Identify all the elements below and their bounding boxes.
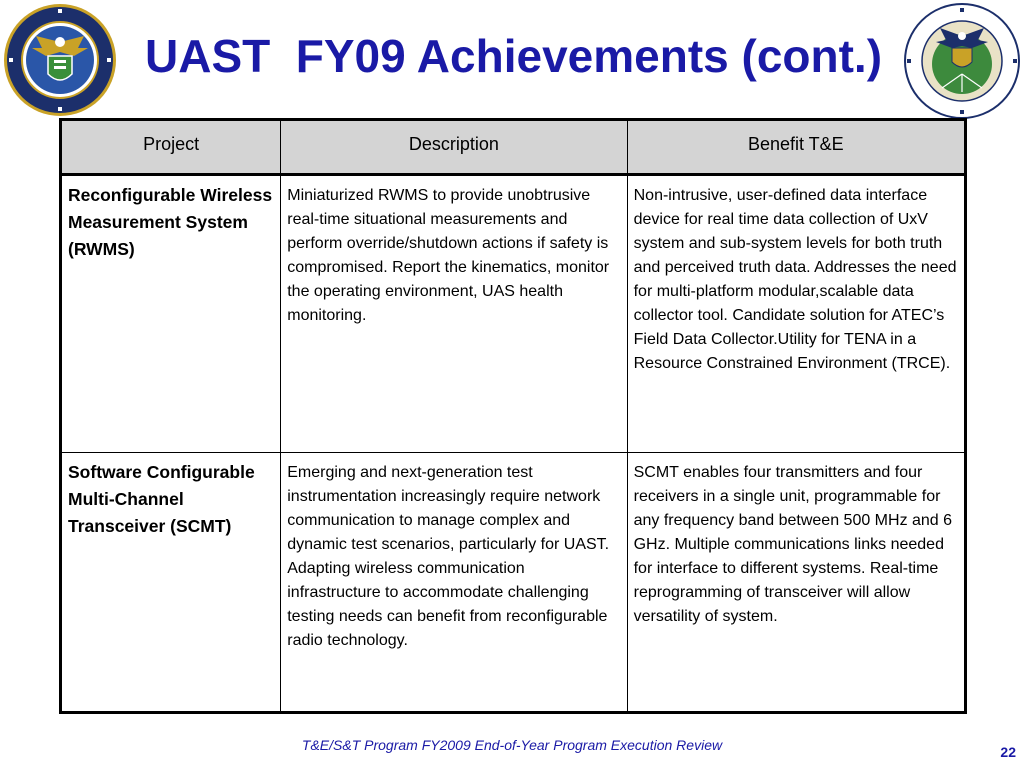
benefit-cell: Non-intrusive, user-defined data interface device for real time data collection of UxV system and sub-system levels for both truth and perceived truth data. Addresses the need for multi-platform modular,scalable data collector tool. Candidate solution for ATEC’s Field Data Collector.Utility for TENA in a Resource Constrained Environment (TRCE). [627, 175, 965, 453]
project-cell: Reconfigurable Wireless Measurement System (RWMS) [61, 175, 281, 453]
table-row [61, 453, 966, 713]
footer-program-text: T&E/S&T Program FY2009 End-of-Year Program Execution Review [301, 737, 723, 753]
column-header-project: Project [61, 120, 281, 175]
trmc-seal-logo [2, 2, 118, 118]
project-cell: Software Configurable Multi-Channel Transceiver (SCMT) [61, 453, 281, 713]
page-title: UAST FY09 Achievements (cont.) [145, 30, 883, 82]
page-number: 22 [1000, 744, 1016, 760]
table-header-row [61, 120, 966, 175]
benefit-cell: SCMT enables four transmitters and four receivers in a single unit, programmable for any frequency band between 500 MHz and 6 GHz. Multiple communications links needed for interface to different systems. Real-time reprogramming of transceiver will allow versatility of system. [633, 464, 953, 625]
description-cell: Miniaturized RWMS to provide unobtrusive real-time situational measurements and perform override/shutdown actions if safety is compromised. Report the kinematics, monitor the operating environment, UAS health monitoring. [281, 175, 627, 453]
column-header-description: Description [281, 120, 627, 175]
column-header-benefit: Benefit T&E [627, 120, 965, 175]
table-row [61, 175, 966, 453]
te-st-seal-logo [902, 2, 1022, 120]
description-cell: Emerging and next-generation test instrumentation increasingly require network communication to manage complex and dynamic test scenarios, particularly for UAST. Adapting wireless communication infrastructure to accommodate challenging testing needs can benefit from reconfigurable radio technology. [281, 453, 627, 713]
achievements-table [59, 118, 967, 714]
